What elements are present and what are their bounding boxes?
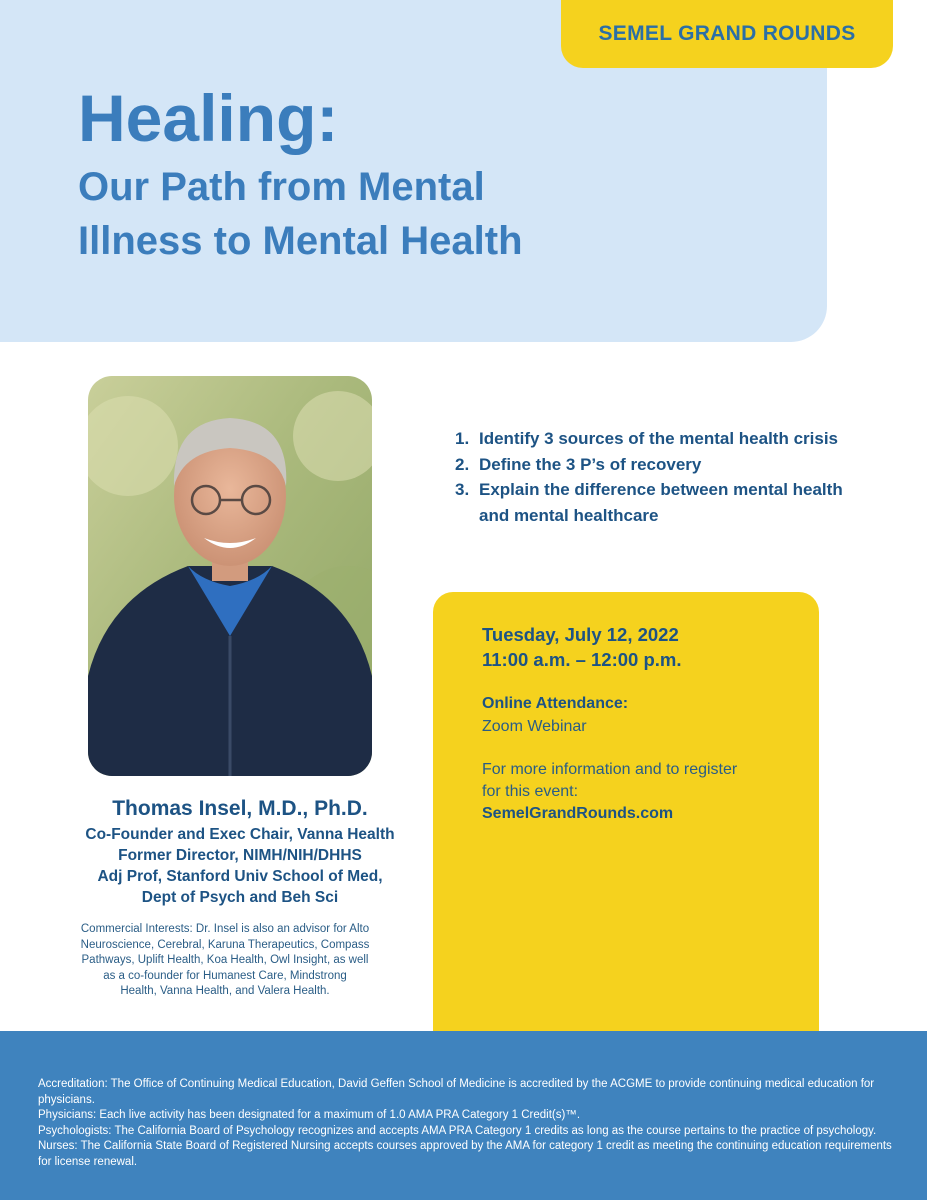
event-date: Tuesday, July 12, 2022 [482, 624, 679, 645]
attendance-label: Online Attendance: [482, 695, 629, 712]
registration-info-line: For more information and to register [482, 761, 738, 778]
disclosure-line: Neuroscience, Cerebral, Karuna Therapeutics, Compass [80, 938, 370, 951]
speaker-role: Dept of Psych and Beh Sci [141, 889, 339, 906]
registration-info-line: for this event: [482, 783, 579, 800]
event-datetime [482, 622, 682, 672]
speaker-role: Co-Founder and Exec Chair, Vanna Health [85, 826, 395, 843]
physicians-statement: Physicians: Each live activity has been designated for a maximum of 1.0 AMA PRA Category 1 Credit(s)™. [38, 1109, 581, 1121]
disclosure-line: Pathways, Uplift Health, Koa Health, Owl Insight, as well [81, 954, 369, 966]
objective-item [455, 452, 845, 478]
website-link[interactable]: SemelGrandRounds.com [482, 805, 674, 822]
commercial-disclosure [70, 922, 380, 1000]
speaker-role: Adj Prof, Stanford Univ School of Med, [97, 868, 383, 885]
nurses-statement: Nurses: The California State Board of Registered Nursing accepts courses approved by the AMA for category 1 credit as meeting the continuing education requirements for license renewal. [38, 1140, 892, 1168]
objective-number: 3. [455, 480, 470, 499]
speaker-role: Former Director, NIMH/NIH/DHHS [118, 847, 362, 864]
page-subtitle [78, 160, 698, 268]
footer-accreditation [0, 1031, 927, 1200]
subtitle-line-2: Illness to Mental Health [78, 219, 523, 263]
objective-text: Explain the difference between mental health and mental healthcare [479, 480, 843, 525]
registration-info [482, 759, 802, 803]
objective-number: 2. [455, 454, 470, 474]
attendance-value: Zoom Webinar [482, 718, 587, 735]
page-title: Healing: [78, 81, 339, 155]
footer-text [38, 1077, 898, 1170]
objective-item [455, 426, 845, 452]
psychologists-statement: Psychologists: The California Board of Psychology recognizes and accepts AMA PRA Category 1 credits as long as the course pertains to the practice of psychology. [38, 1124, 877, 1137]
series-badge [561, 0, 893, 68]
objective-text: Identify 3 sources of the mental health crisis [479, 429, 838, 448]
learning-objectives [455, 426, 845, 528]
speaker-portrait-icon [88, 376, 372, 776]
speaker-photo [88, 376, 372, 776]
objective-item [455, 477, 845, 528]
disclosure-line: Health, Vanna Health, and Valera Health. [120, 985, 330, 997]
event-time: 11:00 a.m. – 12:00 p.m. [482, 649, 682, 670]
disclosure-line: as a co-founder for Humanest Care, Mindstrong [103, 969, 347, 982]
objective-number: 1. [455, 429, 470, 448]
disclosure-line: Commercial Interests: Dr. Insel is also an advisor for Alto [80, 923, 370, 935]
objective-text: Define the 3 P’s of recovery [479, 454, 702, 474]
speaker-name: Thomas Insel, M.D., Ph.D. [112, 797, 368, 820]
subtitle-line-1: Our Path from Mental [78, 165, 485, 209]
speaker-info [60, 794, 420, 908]
series-label: SEMEL GRAND ROUNDS [598, 22, 856, 45]
accreditation-statement: Accreditation: The Office of Continuing Medical Education, David Geffen School of Medicine is accredited by the ACGME to provide continuing medical education for physicians. [38, 1078, 875, 1106]
